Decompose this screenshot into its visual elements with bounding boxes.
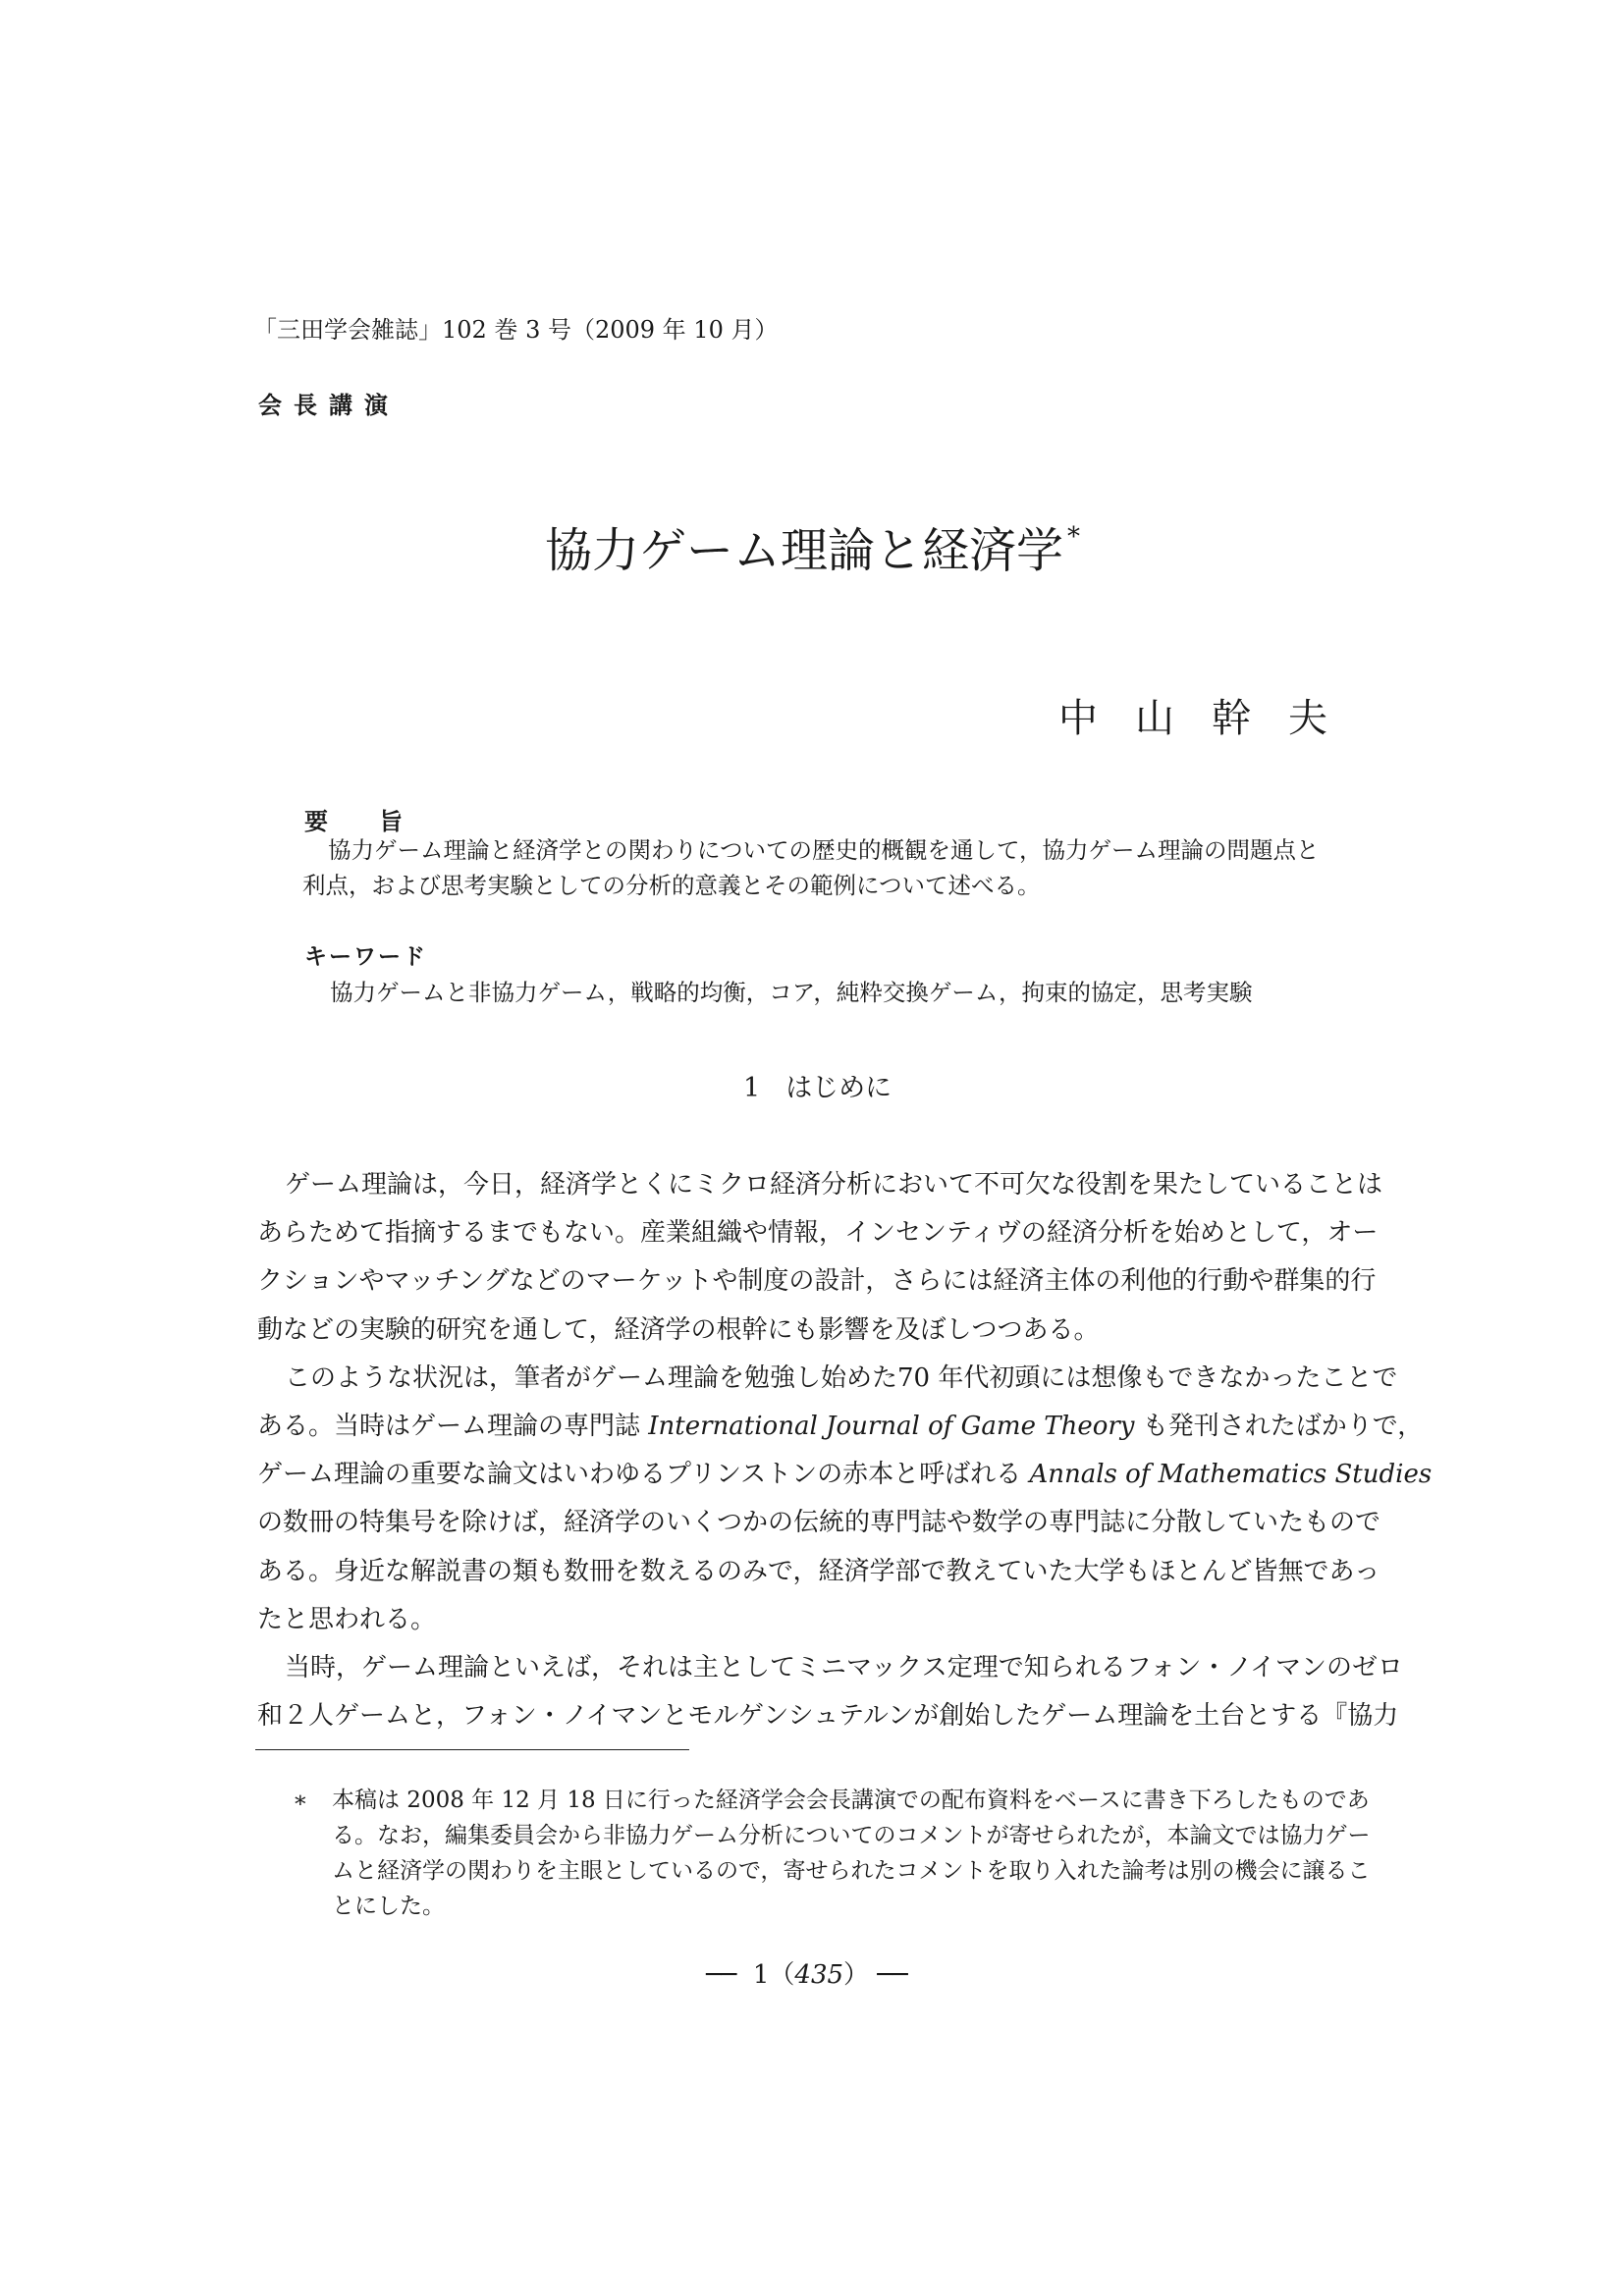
body-line: ゲーム理論は，今日，経済学とくにミクロ経済分析において不可欠な役割を果たしていることは xyxy=(285,1170,1383,1200)
footnote-line: とにした。 xyxy=(332,1894,445,1919)
body-line: 動などの実験的研究を通して，経済学の根幹にも影響を及ぼしつつある。 xyxy=(257,1314,1100,1345)
body-line xyxy=(257,1403,1424,1451)
section-title: はじめに xyxy=(785,1073,893,1103)
footnote-line: 本稿は 2008 年 12 月 18 日に行った経済学会会長講演での配布資料をベースに書き下ろしたものであ xyxy=(332,1788,1370,1813)
body-line-text: も発刊されたばかりで， xyxy=(1134,1412,1424,1442)
footnote-mark: ∗ xyxy=(293,1788,308,1813)
body-line: このような状況は，筆者がゲーム理論を勉強し始めた70 年代初頭には想像もできなかったことで xyxy=(285,1362,1398,1393)
body-line-emphasis: International Journal of Game Theory xyxy=(648,1412,1135,1442)
abstract-line: 協力ゲーム理論と経済学との関わりについての歴史的概観を通して，協力ゲーム理論の問題点と xyxy=(328,836,1320,864)
body-line: 和２人ゲームと，フォン・ノイマンとモルゲンシュテルンが創始したゲーム理論を土台とする『協力 xyxy=(257,1701,1399,1732)
footnote-line: ムと経済学の関わりを主眼としているので，寄せられたコメントを取り入れた論考は別の機会に譲るこ xyxy=(332,1858,1371,1884)
page-number-value: 1 xyxy=(752,1960,770,1990)
abstract-line: 利点，および思考実験としての分析的意義とその範例について述べる。 xyxy=(302,872,1041,899)
keywords-heading: キーワード xyxy=(304,943,427,970)
section-label: 会長講演 xyxy=(258,391,400,419)
body-line-emphasis: Annals of Mathematics Studies xyxy=(1029,1460,1433,1490)
body-line-text: ある。当時はゲーム理論の専門誌 xyxy=(257,1412,649,1442)
body-line: の数冊の特集号を除けば，経済学のいくつかの伝統的専門誌や数学の専門誌に分散していたもので xyxy=(257,1508,1381,1538)
section-body xyxy=(257,1161,1433,1740)
body-line xyxy=(257,1451,1433,1499)
article-title xyxy=(545,512,1080,580)
title-footnote-mark: * xyxy=(1067,522,1081,552)
page-number: ── 1（435） ── xyxy=(706,1960,908,1990)
keywords-text: 協力ゲームと非協力ゲーム，戦略的均衡，コア，純粋交換ゲーム，拘束的協定，思考実験 xyxy=(330,979,1253,1006)
body-line: 当時，ゲーム理論といえば，それは主としてミニマックス定理で知られるフォン・ノイマンのゼロ xyxy=(285,1653,1404,1683)
author-name: 中山幹夫 xyxy=(1058,696,1365,741)
footnote-divider xyxy=(255,1749,689,1750)
section-heading xyxy=(743,1066,892,1104)
body-line: たと思われる。 xyxy=(257,1604,437,1634)
abstract-heading: 要旨 xyxy=(304,807,454,835)
body-line-text: ゲーム理論の重要な論文はいわゆるプリンストンの赤本と呼ばれる xyxy=(257,1460,1030,1490)
footnote-line: る。なお，編集委員会から非協力ゲーム分析についてのコメントが寄せられたが，本論文では協力ゲー xyxy=(332,1823,1371,1848)
journal-citation: 「三田学会雑誌」102 巻 3 号（2009 年 10 月） xyxy=(253,316,779,344)
article-title-text: 協力ゲーム理論と経済学 xyxy=(545,523,1064,578)
body-line: ある。身近な解説書の類も数冊を数えるのみで，経済学部で教えていた大学もほとんど皆無であっ xyxy=(257,1556,1380,1586)
abstract-body xyxy=(302,832,1320,903)
footnote xyxy=(293,1783,1371,1924)
body-line: あらためて指摘するまでもない。産業組織や情報，インセンティヴの経済分析を始めとして，オー xyxy=(257,1218,1379,1249)
page-number-original: 435 xyxy=(794,1960,844,1990)
body-line: クションやマッチングなどのマーケットや制度の設計，さらには経済主体の利他的行動や群集的行 xyxy=(257,1266,1377,1297)
section-number: 1 xyxy=(743,1073,761,1103)
